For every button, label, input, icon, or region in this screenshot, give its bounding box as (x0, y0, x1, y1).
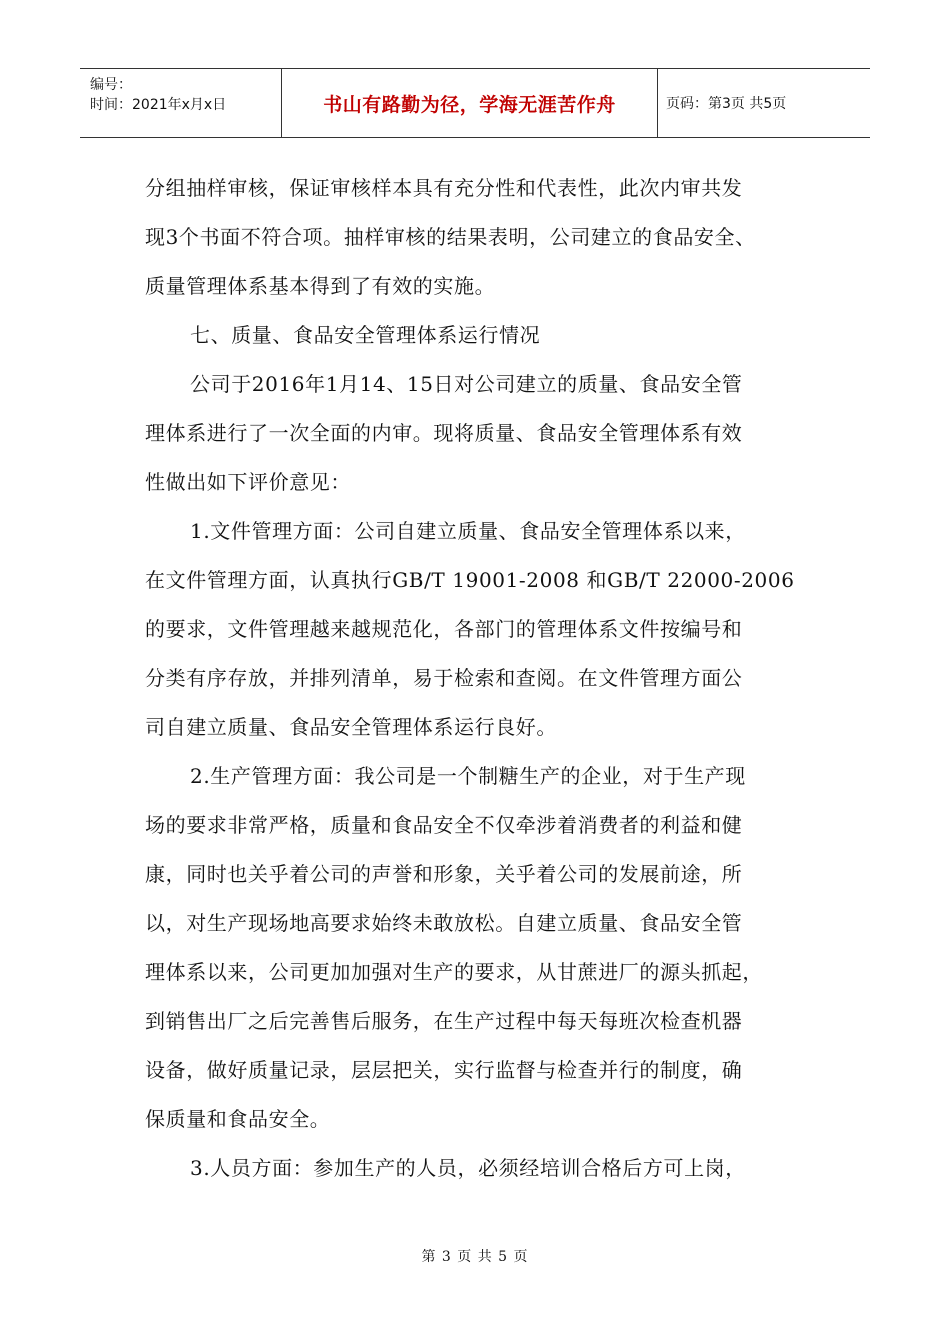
document-number-label: 编号： (90, 77, 132, 93)
body-line: 司自建立质量、食品安全管理体系运行良好。 (145, 715, 557, 739)
document-body (145, 164, 810, 1193)
body-line: 理体系进行了一次全面的内审。现将质量、食品安全管理体系有效 (145, 421, 743, 445)
body-line: 以，对生产现场地高要求始终未敢放松。自建立质量、食品安全管 (145, 911, 743, 935)
body-line: 分组抽样审核，保证审核样本具有充分性和代表性，此次内审共发 (145, 176, 743, 200)
body-line: 场的要求非常严格，质量和食品安全不仅牵涉着消费者的利益和健 (145, 813, 743, 837)
body-line: 理体系以来，公司更加加强对生产的要求，从甘蔗进厂的源头抓起， (145, 960, 763, 984)
body-line: 设备，做好质量记录，层层把关，实行监督与检查并行的制度，确 (145, 1058, 743, 1082)
body-line: 到销售出厂之后完善售后服务，在生产过程中每天每班次检查机器 (145, 1009, 743, 1033)
page-footer: 第 3 页 共 5 页 (421, 1249, 529, 1265)
body-line: 康，同时也关乎着公司的声誉和形象，关乎着公司的发展前途，所 (145, 862, 743, 886)
section-heading: 七、质量、食品安全管理体系运行情况 (190, 323, 541, 347)
body-line: 在文件管理方面，认真执行GB/T 19001-2008 和GB/T 22000-2006 (145, 568, 795, 592)
body-line: 公司于2016年1月14、15日对公司建立的质量、食品安全管 (190, 372, 743, 396)
body-line: 3.人员方面：参加生产的人员，必须经培训合格后方可上岗， (190, 1156, 746, 1180)
header-motto: 书山有路勤为径，学海无涯苦作舟 (323, 93, 616, 116)
body-line: 性做出如下评价意见： (145, 470, 351, 494)
header-page-cell (658, 69, 870, 137)
body-line: 分类有序存放，并排列清单，易于检索和查阅。在文件管理方面公 (145, 666, 743, 690)
header-page-label: 页码：第3页 共5页 (666, 96, 787, 112)
document-header (80, 68, 870, 138)
body-line: 保质量和食品安全。 (145, 1107, 331, 1131)
body-line: 现3个书面不符合项。抽样审核的结果表明，公司建立的食品安全、 (145, 225, 756, 249)
document-date-label: 时间：2021年x月x日 (90, 97, 227, 113)
body-line: 2.生产管理方面：我公司是一个制糖生产的企业，对于生产现 (190, 764, 746, 788)
header-motto-cell (282, 69, 658, 137)
body-line: 1.文件管理方面：公司自建立质量、食品安全管理体系以来， (190, 519, 746, 543)
body-line: 的要求，文件管理越来越规范化，各部门的管理体系文件按编号和 (145, 617, 743, 641)
body-line: 质量管理体系基本得到了有效的实施。 (145, 274, 496, 298)
header-meta-cell (80, 69, 282, 137)
